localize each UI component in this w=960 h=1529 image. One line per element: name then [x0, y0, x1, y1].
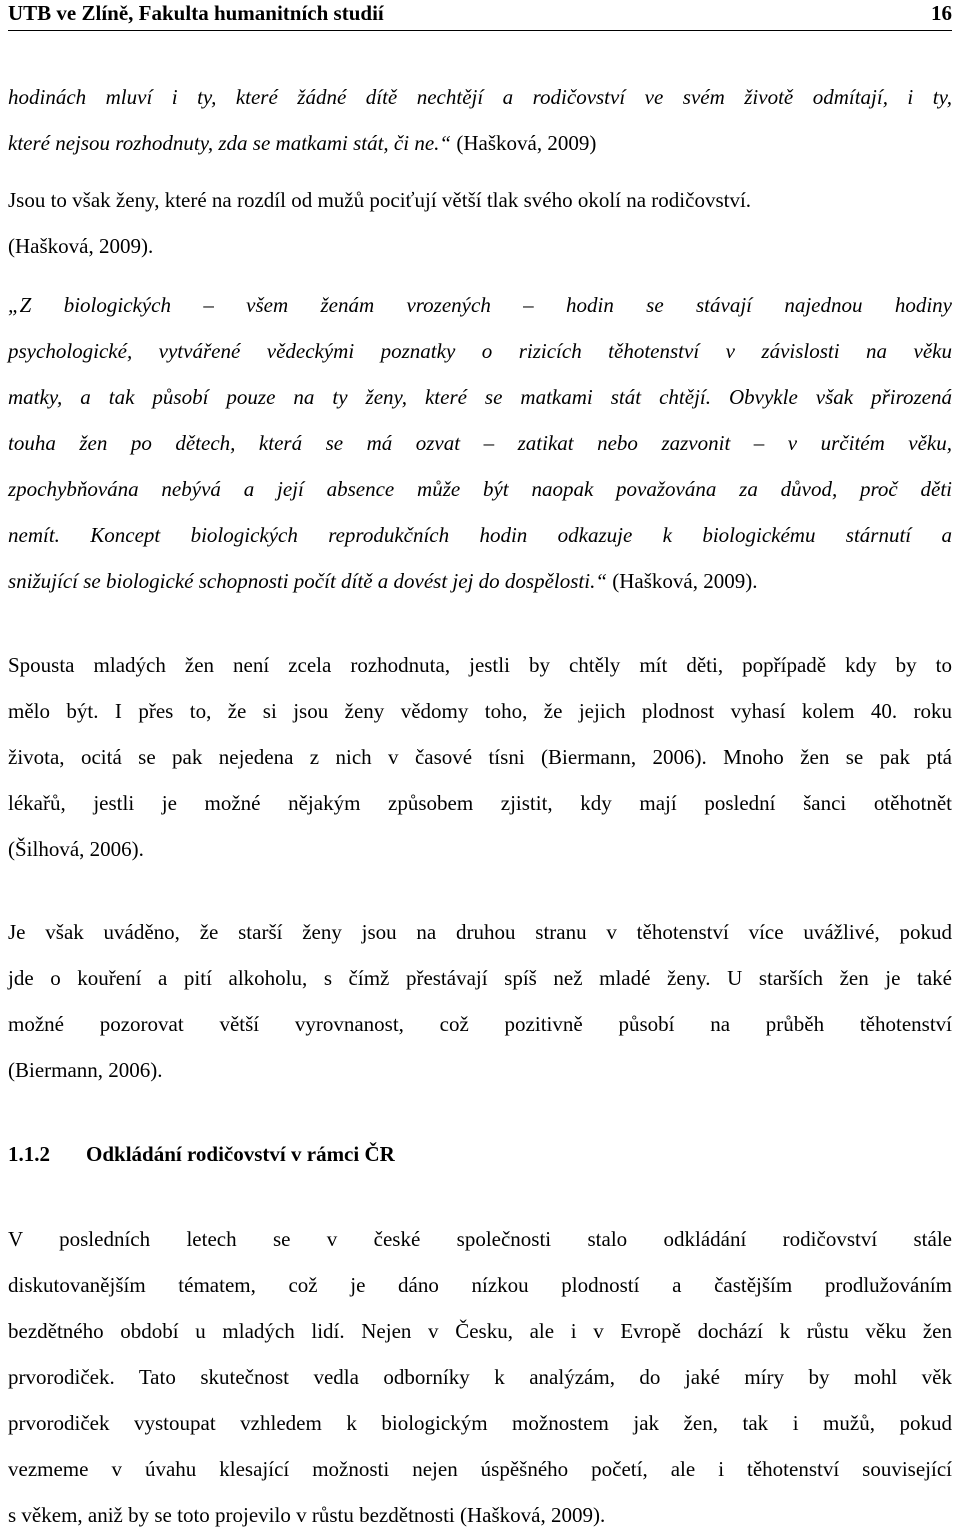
- p4-line-5: prvorodiček vystoupat vzhledem k biologickým možnostem jak žen, tak i mužů, pokud: [8, 1411, 952, 1435]
- quote-line-3: matky, a tak působí pouze na ty ženy, které se matkami stát chtějí. Obvykle však přirozená: [8, 385, 952, 409]
- p1-line-2: [8, 129, 952, 157]
- p4-line-7: s věkem, aniž by se toto projevilo v růstu bezdětnosti (Hašková, 2009).: [8, 1503, 606, 1527]
- quote-line-4: touha žen po dětech, která se má ozvat – zatikat nebo zazvonit – v určitém věku,: [8, 431, 952, 455]
- p4-line-6: vezmeme v úvahu klesající možnosti nejen úspěšného početí, ale i těhotenství související: [8, 1457, 952, 1481]
- p1-line-2-italic: které nejsou rozhodnuty, zda se matkami stát, či ne.“: [8, 131, 452, 155]
- quote-line-6: nemít. Koncept biologických reprodukčních hodin odkazuje k biologickému stárnutí a: [8, 523, 952, 547]
- p4-line-4: prvorodiček. Tato skutečnost vedla odborníky k analýzám, do jaké míry by mohl věk: [8, 1365, 952, 1389]
- quote-line-1: „Z biologických – všem ženám vrozených – hodin se stávají najednou hodiny: [8, 293, 952, 317]
- p4-line-2: diskutovanějším tématem, což je dáno nízkou plodností a častějším prodlužováním: [8, 1273, 952, 1297]
- quote-line-7-citation: (Hašková, 2009).: [607, 569, 758, 593]
- p1-line-4: (Hašková, 2009).: [8, 234, 154, 258]
- p3-line-3: možné pozorovat větší vyrovnanost, což pozitivně působí na průběh těhotenství: [8, 1012, 952, 1036]
- p3-line-1: Je však uváděno, že starší ženy jsou na druhou stranu v těhotenství více uvážlivé, pokud: [8, 920, 952, 944]
- p2-line-3: života, ocitá se pak nejedena z nich v časové tísni (Biermann, 2006). Mnoho žen se pak ptá: [8, 745, 952, 769]
- p1-line-3: Jsou to však ženy, které na rozdíl od mužů pociťují větší tlak svého okolí na rodičovství.: [8, 188, 752, 212]
- p1-line-1: hodinách mluví i ty, které žádné dítě nechtějí a rodičovství ve svém životě odmítají, i ty,: [8, 85, 952, 109]
- header-title: UTB ve Zlíně, Fakulta humanitních studií: [8, 1, 384, 25]
- section-heading: [8, 1140, 395, 1168]
- section-number: 1.1.2: [8, 1142, 50, 1166]
- quote-line-7: [8, 567, 952, 595]
- p4-line-3: bezdětného období u mladých lidí. Nejen v Česku, ale i v Evropě dochází k růstu věku žen: [8, 1319, 952, 1343]
- p2-line-5: (Šilhová, 2006).: [8, 837, 144, 861]
- p3-line-2: jde o kouření a pití alkoholu, s čímž přestávají spíš než mladé ženy. U starších žen je také: [8, 966, 952, 990]
- p2-line-1: Spousta mladých žen není zcela rozhodnuta, jestli by chtěly mít děti, popřípadě kdy by to: [8, 653, 952, 677]
- page-header: [8, 0, 952, 31]
- p1-line-2-citation: (Hašková, 2009): [451, 131, 597, 155]
- p2-line-2: mělo být. I přes to, že si jsou ženy vědomy toho, že jejich plodnost vyhasí kolem 40. roku: [8, 699, 952, 723]
- section-title: Odkládání rodičovství v rámci ČR: [86, 1142, 395, 1166]
- quote-line-7-italic: snižující se biologické schopnosti počít dítě a dovést jej do dospělosti.“: [8, 569, 608, 593]
- page-number: 16: [931, 1, 952, 25]
- p3-line-4: (Biermann, 2006).: [8, 1058, 163, 1082]
- quote-line-2: psychologické, vytvářené vědeckými poznatky o rizicích těhotenství v závislosti na věku: [8, 339, 952, 363]
- quote-line-5: zpochybňována nebývá a její absence může být naopak považována za důvod, proč děti: [8, 477, 952, 501]
- p2-line-4: lékařů, jestli je možné nějakým způsobem zjistit, kdy mají poslední šanci otěhotnět: [8, 791, 952, 815]
- p4-line-1: V posledních letech se v české společnosti stalo odkládání rodičovství stále: [8, 1227, 952, 1251]
